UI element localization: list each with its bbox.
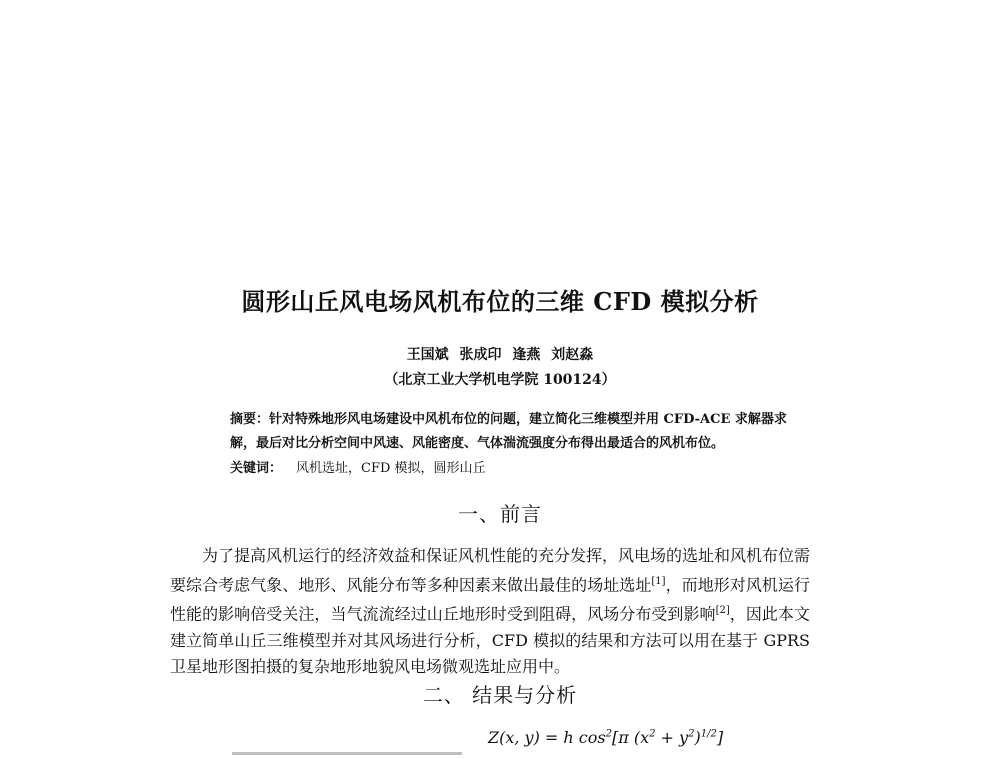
paper-title: 圆形山丘风电场风机布位的三维 CFD 模拟分析 bbox=[241, 287, 759, 316]
section-heading-results: 二、 结果与分析 bbox=[422, 683, 578, 707]
formula-exp3: 2 bbox=[688, 728, 695, 740]
section-heading-intro: 一、前言 bbox=[458, 502, 542, 526]
citation-2[interactable]: [2] bbox=[715, 605, 730, 617]
author-list: 王国斌 张成印 逢燕 刘赵淼 bbox=[406, 347, 594, 363]
cropped-text-line bbox=[232, 752, 462, 755]
formula-lhs: Z(x, y) = h cos bbox=[488, 728, 606, 747]
paragraph-part-3: ，因此本文建立简单山丘三维模型并对其风场进行分析，CFD 模拟的结果和方法可以用在基于 GPRS 卫星地形图拍摄的复杂地形地貌风电场微观选址应用中。 bbox=[170, 604, 810, 676]
abstract-label: 摘要： bbox=[230, 412, 270, 427]
paragraph-part-2: ，而地形对风机运行性能的影响倍受关注，当气流流经过山丘地形时受到阻碍，风场分布受到影响 bbox=[170, 575, 810, 624]
keywords-text: 风机选址，CFD 模拟，圆形山丘 bbox=[296, 461, 486, 476]
abstract-text: 针对特殊地形风电场建设中风机布位的问题，建立简化三维模型并用 CFD-ACE 求解器求解，最后对比分析空间中风速、风能密度、气体湍流强度分布得出最适合的风机布位。 bbox=[230, 412, 787, 451]
formula-tail: ] bbox=[716, 728, 724, 747]
formula-mid: + y bbox=[655, 728, 689, 747]
formula-rhs: [π (x bbox=[611, 728, 650, 747]
keywords-label: 关键词： bbox=[230, 461, 283, 476]
formula-end: ) bbox=[694, 728, 701, 747]
paragraph-part-1: 为了提高风机运行的经济效益和保证风机性能的充分发挥，风电场的选址和风机布位需要综合考虑气象、地形、风能分布等多种因素来做出最佳的场址选址 bbox=[170, 546, 811, 595]
body-paragraph bbox=[170, 543, 810, 680]
affiliation: （北京工业大学机电学院 100124） bbox=[384, 372, 616, 388]
formula-exp2: 2 bbox=[649, 728, 656, 740]
citation-1[interactable]: [1] bbox=[651, 576, 666, 587]
formula-exp: 2 bbox=[605, 728, 612, 740]
hill-formula bbox=[488, 728, 723, 747]
abstract bbox=[230, 408, 810, 456]
formula-exp4: 1/2 bbox=[700, 728, 717, 740]
keywords bbox=[230, 457, 810, 476]
